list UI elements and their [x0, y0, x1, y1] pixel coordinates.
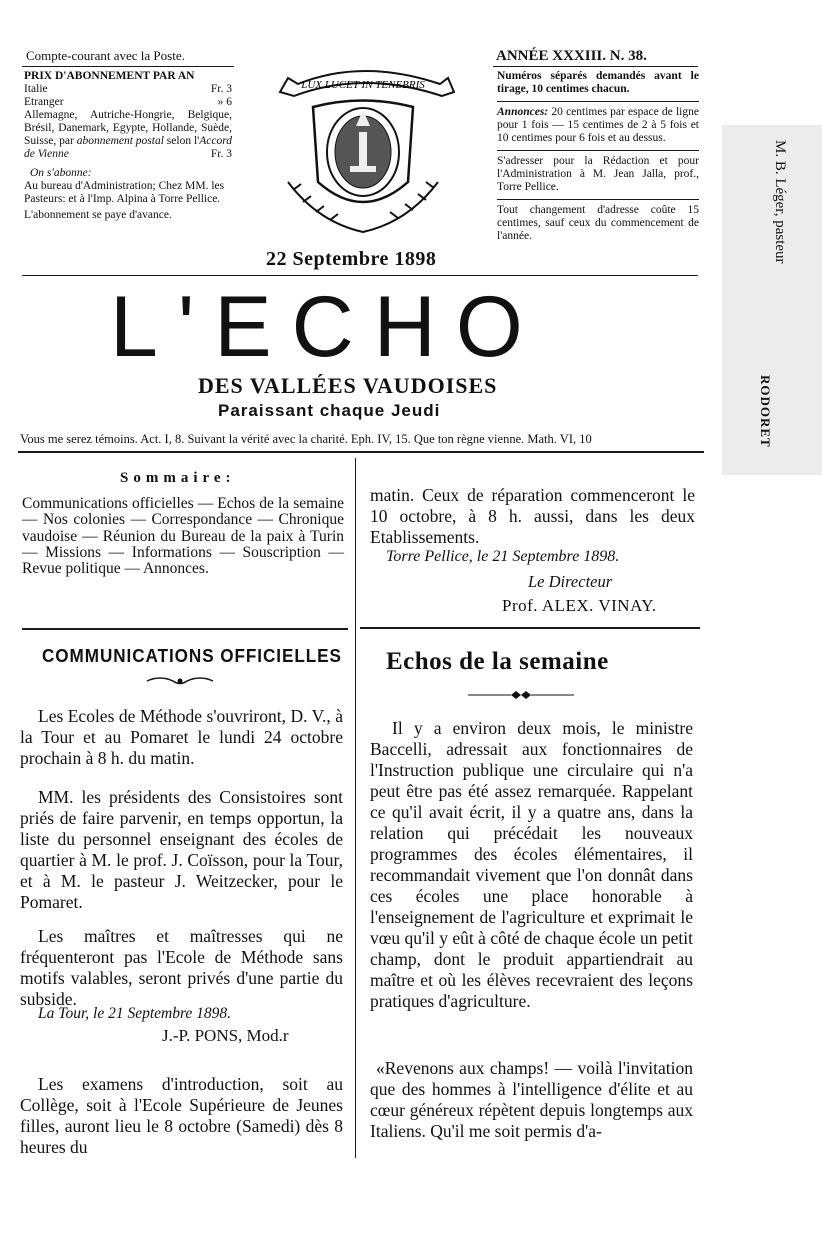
annee-numero: ANNÉE XXXIII. N. 38.: [496, 48, 647, 64]
communications-p1: Les Ecoles de Méthode s'ouvriront, D. V., à la Tour et au Pomaret le lundi 24 octobre prochain à 8 h. du matin.: [20, 706, 343, 768]
abonnement-postal: Allemagne, Autriche-Hongrie, Belgique, Brésil, Danemark, Egypte, Hollande, Suède, Suisse, par abonnement postal selon l'Accord de Vienne Fr. 3: [24, 109, 233, 160]
abonnement-row-italie: Italie Fr. 3: [24, 83, 232, 95]
svg-text:LUX LUCET IN TENEBRIS: LUX LUCET IN TENEBRIS: [301, 79, 425, 91]
mailing-label-place: RODORET: [758, 375, 773, 448]
changement-adresse: Tout changement d'adresse coûte 15 centimes, sauf ceux du commencement de l'année.: [497, 204, 699, 242]
compte-courant: Compte-courant avec la Poste.: [26, 48, 185, 63]
communications-p2: MM. les présidents des Consistoires sont priés de faire parvenir, en temps opportun, la liste du personnel enseignant des écoles de quartier à M. le prof. J. Coïsson, pour la Tour, et à M. le pasteur J. Weitzecker, pour le Pomaret.: [20, 787, 343, 912]
abonnement-avance: L'abonnement se paye d'avance.: [24, 209, 172, 221]
masthead-tagline: Paraissant chaque Jeudi: [218, 401, 441, 420]
numeros-separes: Numéros séparés demandés avant le tirage, 10 centimes chacun.: [497, 70, 699, 95]
info-block: [497, 70, 699, 243]
right-top-director-name: Prof. ALEX. VINAY.: [502, 596, 657, 615]
communications-signature-place: La Tour, le 21 Septembre 1898.: [38, 1005, 232, 1022]
right-top-director: Le Directeur: [528, 572, 613, 591]
right-top-p1: matin. Ceux de réparation commenceront le 10 octobre, à 8 h. aussi, dans les deux Etablissements.: [370, 485, 695, 547]
masthead-verses: Vous me serez témoins. Act. I, 8. Suivant la vérité avec la charité. Eph. IV, 15. Que ton règne vienne. Math. VI, 10: [20, 432, 592, 446]
communications-p3: Les maîtres et maîtresses qui ne fréquenteront pas l'Ecole de Méthode sans motifs valables, seront privés d'une partie du subside.: [20, 926, 343, 1009]
issue-date: 22 Septembre 1898: [266, 248, 437, 270]
communications-p4: Les examens d'introduction, soit au Collège, soit à l'Ecole Supérieure de Jeunes filles, auront lieu le 8 octobre (Samedi) dès 8 heures du: [20, 1074, 343, 1157]
on-sabonne: On s'abonne:: [30, 167, 92, 179]
masthead-subtitle: DES VALLÉES VAUDOISES: [198, 373, 498, 398]
abonnement-row-etranger: Etranger » 6: [24, 96, 232, 108]
ornament-divider-echos: [466, 690, 576, 700]
abonnement-bureau: Au bureau d'Administration; Chez MM. les Pasteurs: et à l'Imp. Alpina à Torre Pellice.: [24, 180, 225, 205]
communications-title: COMMUNICATIONS OFFICIELLES: [42, 646, 342, 666]
ornament-divider: [145, 674, 215, 688]
vaudois-emblem: [258, 62, 468, 242]
echos-title: Echos de la semaine: [386, 648, 609, 675]
abonnement-block: [24, 70, 232, 222]
sommaire-text: Communications officielles — Echos de la semaine — Nos colonies — Correspondance — Chronique vaudoise — Réunion du Bureau de la paix à Turin — Missions — Informations — Souscription — Revue politique — Annonces.: [22, 495, 344, 578]
right-top-place: Torre Pellice, le 21 Septembre 1898.: [386, 548, 620, 565]
mailing-label-recipient: M. B. Léger, pasteur: [772, 140, 788, 264]
sommaire-title: Sommaire:: [120, 470, 236, 486]
echos-p1: Il y a environ deux mois, le ministre Baccelli, adressait aux fonctionnaires de l'Instruction publique une circulaire qui n'a peut être pas été assez remarquée. Rappelant ce qu'il avait écrit, il y a quatre ans, dans la relation qui précédait les nouveaux programmes des écoles élémentaires, il recommandait vivement que l'on donnât dans ces écoles une place honorable à l'enseignement de l'agriculture et exprimait le vœu qu'il y eût à côté de chaque école un petit champ, dont le produit appartiendrait au maître et où les élèves recevraient des leçons pratiques d'agriculture.: [370, 718, 693, 1011]
echos-p2: «Revenons aux champs! — voilà l'invitation que des hommes à l'intelligence d'élite et au cœur généreux répètent depuis longtemps aux Italiens. Qu'il me soit permis d'a-: [370, 1058, 693, 1141]
communications-signature-name: J.-P. PONS, Mod.r: [162, 1026, 289, 1045]
adresser-info: S'adresser pour la Rédaction et pour l'Administration à M. Jean Jalla, prof., Torre Pellice.: [497, 155, 699, 193]
annonces-info: Annonces: 20 centimes par espace de ligne pour 1 fois — 15 centimes de 2 à 5 fois et 10 centimes pour 6 fois et au dessus.: [497, 106, 699, 144]
masthead-title: L'ECHO: [110, 279, 543, 375]
abonnement-title: PRIX D'ABONNEMENT PAR AN: [24, 70, 195, 82]
